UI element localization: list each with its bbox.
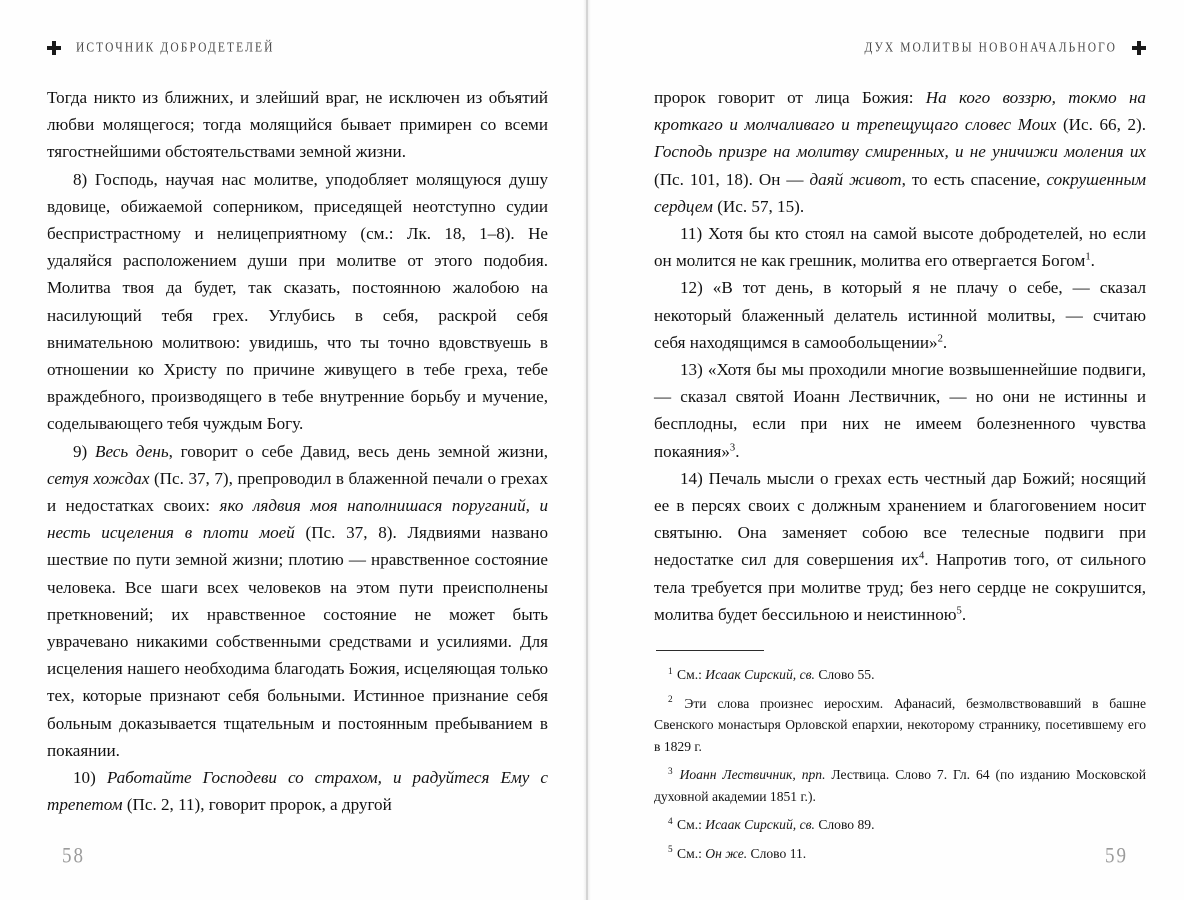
paragraph [47,764,548,818]
italic-run: яко лядвия моя наполнишася поруганий, и несть исцеления в плоти моей [47,496,548,543]
footnote-list [654,664,1146,864]
right-page-number: 59 [1105,844,1128,869]
footnote-item [654,693,1146,758]
text-run: 14) Печаль мысли о грехах есть честный дар Божий; носящий ее в персях своих с должным хранением и благоговением носит святыню. Она заменяет собою все телесные подвиги при недостатке сил для совершения их [654,468,1146,570]
footnote-separator-rule [656,650,764,651]
italic-run: Иоанн Лествичник, прп. [679,767,826,783]
italic-run: Весь день [95,441,169,461]
footnote-number: 4 [668,815,673,826]
text-run: См.: [677,667,706,683]
text-run: (Пс. 37, 8). Лядвиями названо шествие по пути земной жизни; плотию — нравственное состояние человека. Все шаги всех человеков на этом пути преисполнены преткновений; их нравственное состояние не может быть уврачевано никакими собственными средствами и усилиями. Для исцеления нашего необходима благодать Божия, исцеляющая только тех, которые признают себя больными. Истинное признание себя больным доказывается тщательным и постоянным пребыванием в покаянии. [47,523,548,760]
text-run: 12) «В тот день, в который я не плачу о себе, — сказал некоторый блаженный делатель истинной молитвы, — считаю себя находящимся в самообольщении» [654,278,1146,352]
text-run: . [961,604,967,624]
paragraph [654,465,1146,628]
text-run: 11) Хотя бы кто стоял на самой высоте добродетелей, но если он молится не как грешник, молитва его отвергается Богом [654,224,1146,271]
italic-run: Он же. [705,845,748,861]
footnotes-block [654,650,1146,864]
paragraph [654,220,1146,274]
right-running-head-title: ДУХ МОЛИТВЫ НОВОНАЧАЛЬНОГО [864,40,1117,56]
text-run: 13) «Хотя бы мы проходили многие возвышеннейшие подвиги, — сказал святой Иоанн Лествичник, — но они не истинны и бесплодны, если при них не имеем болезненного чувства покаяния» [654,360,1146,461]
text-run: (Пс. 37, 7), препроводил в блаженной печали о грехах и недостатках своих: [47,468,548,516]
cross-ornament-icon [47,41,61,55]
paragraph [654,274,1146,356]
paragraph [47,166,548,438]
text-run: Слово 89. [814,817,875,833]
italic-run: Исаак Сирский, св. [705,817,815,833]
text-run: Лествица. Слово 7. Гл. 64 (по изданию Московской духовной академии 1851 г.). [654,767,1146,804]
footnote-number: 2 [668,694,673,705]
text-run: 9) [73,441,95,461]
paragraph [47,438,548,764]
left-running-head [47,38,548,58]
text-run: . [942,332,948,352]
text-run: (Пс. 101, 18). Он — [654,169,810,189]
cross-ornament-icon [1132,41,1146,55]
text-run: . [1090,251,1095,271]
italic-run: Исаак Сирский, св. [705,667,815,683]
text-run: 10) [73,768,107,788]
footnote-number: 5 [668,844,673,855]
right-page [592,0,1184,900]
footnote-item [654,764,1146,807]
paragraph [47,84,548,166]
text-run: , говорит о себе Давид, весь день земной жизни, [168,441,548,461]
footnote-item [654,664,1146,686]
text-run: См.: [677,817,706,833]
footnote-number: 3 [668,765,673,776]
left-running-head-title: ИСТОЧНИК ДОБРОДЕТЕЛЕЙ [76,40,275,56]
italic-run: сокрушенным сердцем [654,169,1146,216]
text-run: Тогда никто из ближних, и злейший враг, не исключен из объятий любви молящегося; тогда молящийся бывает примирен со всеми тягостнейшими обстоятельствами земной жизни. [47,88,548,162]
text-run: , то есть спасение, [901,169,1047,189]
italic-run: сетуя хождах [47,468,150,488]
text-run: 8) Господь, научая нас молитве, уподобляет молящуюся душу вдовице, обижаемой соперником, приседящей неотступно судии беспристрастному и нелицеприятному (см.: Лк. 18, 1–8). Не удаляйся расположением души при молитве от этого подобия. Молитва твоя да будет, так сказать, постоянною жалобою на насилующий тебя грех. Углубись в себя, раскрой себя внимательною молитвою: увидишь, что ты точно вдовствуешь в отношении ко Христу по причине живущего в тебе греха, тебе враждебного, производящего в тебе внутренние борьбу и мучение, соделывающего тебя чуждым Богу. [47,169,548,434]
text-run: Слово 55. [814,667,875,683]
text-run: Слово 11. [747,845,807,861]
left-page-number: 58 [62,844,85,869]
text-run: Эти слова произнес иеросхим. Афанасий, безмолвствовавший в башне Свенского монастыря Орловской епархии, некоторому страннику, посетившему его в 1829 г. [654,695,1146,754]
footnote-marker[interactable]: 1 [1085,251,1091,263]
italic-run: Господь призре на молитву смиренных, и не уничижи моления их [654,142,1146,162]
paragraph [654,84,1146,220]
footnote-marker[interactable]: 2 [937,333,943,345]
text-run: (Ис. 66, 2). [1056,115,1146,135]
italic-run: Работайте Господеви со страхом, и радуйтеся Ему с трепетом [47,768,548,815]
footnote-number: 1 [668,665,673,676]
footnote-item [654,814,1146,836]
right-body-text [654,84,1146,628]
left-body-text [47,84,548,818]
footnote-marker[interactable]: 3 [729,441,736,453]
text-run: пророк говорит от лица Божия: [654,88,926,107]
text-run: (Ис. 57, 15). [712,196,805,216]
italic-run: даяй живот [809,169,902,189]
text-run: . Напротив того, от сильного тела требуется при молитве труд; без него сердце не сокрушится, молитва будет бессильною и неистинною [654,550,1146,624]
text-run: См.: [677,845,706,861]
italic-run: На кого воззрю, токмо на кроткаго и молчаливаго и трепещущаго словес Моих [654,88,1146,135]
text-run: . [735,441,740,461]
footnote-marker[interactable]: 5 [956,605,962,617]
text-run: (Пс. 2, 11), говорит пророк, а другой [122,795,392,815]
right-running-head [654,38,1146,58]
footnote-marker[interactable]: 4 [918,550,925,562]
footnote-item [654,843,1146,865]
paragraph [654,356,1146,465]
